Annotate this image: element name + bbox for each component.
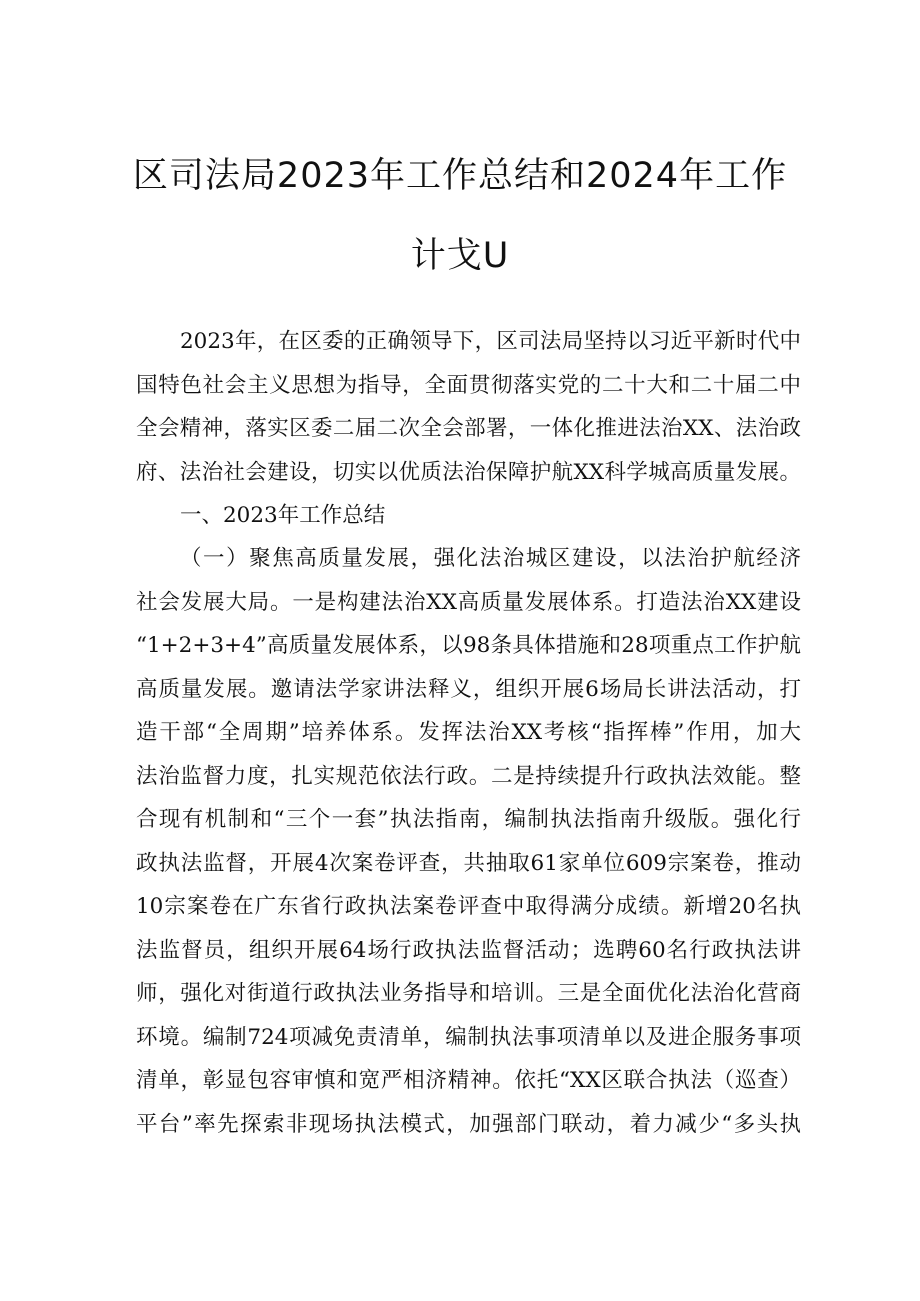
paragraph-2-line-10: 法监督员，组织开展64场行政执法监督活动；选聘60名行政执法讲 (136, 938, 801, 963)
section-heading: 一、2023年工作总结 (180, 503, 386, 528)
paragraph-1-line-1: 2023年，在区委的正确领导下，区司法局坚持以习近平新时代中 (180, 329, 801, 354)
document-title-line-2: 计戈U (410, 236, 510, 276)
paragraph-2-line-5: 造干部“全周期”培养体系。发挥法治XX考核“指挥棒”作用，加大 (136, 720, 801, 745)
paragraph-2-line-1: （一）聚焦高质量发展，强化法治城区建设，以法治护航经济 (180, 546, 801, 571)
paragraph-2-line-6: 法治监督力度，扎实规范依法行政。二是持续提升行政执法效能。整 (136, 764, 801, 789)
paragraph-2-line-13: 清单，彰显包容审慎和宽严相济精神。依托“XX区联合执法（巡查） (136, 1068, 801, 1093)
paragraph-2-line-12: 环境。编制724项减免责清单，编制执法事项清单以及进企服务事项 (136, 1025, 801, 1050)
paragraph-1-line-4: 府、法治社会建设，切实以优质法治保障护航XX科学城高质量发展。 (136, 460, 801, 485)
paragraph-2-line-2: 社会发展大局。一是构建法治XX高质量发展体系。打造法治XX建设 (136, 590, 801, 615)
paragraph-2-line-9: 10宗案卷在广东省行政执法案卷评查中取得满分成绩。新增20名执 (136, 894, 801, 919)
paragraph-1-line-3: 全会精神，落实区委二届二次全会部署，一体化推进法治XX、法治政 (136, 416, 801, 441)
paragraph-2-line-8: 政执法监督，开展4次案卷评查，共抽取61家单位609宗案卷，推动 (136, 851, 801, 876)
paragraph-2-line-7: 合现有机制和“三个一套”执法指南，编制执法指南升级版。强化行 (136, 807, 801, 832)
paragraph-1-line-2: 国特色社会主义思想为指导，全面贯彻落实党的二十大和二十届二中 (136, 373, 801, 398)
document-title-line-1: 区司法局2023年工作总结和2024年工作 (132, 156, 788, 196)
paragraph-2-line-14: 平台”率先探索非现场执法模式，加强部门联动，着力减少“多头执 (136, 1112, 801, 1137)
paragraph-2-line-11: 师，强化对街道行政执法业务指导和培训。三是全面优化法治化营商 (136, 981, 801, 1006)
paragraph-2-line-3: “1+2+3+4”高质量发展体系，以98条具体措施和28项重点工作护航 (136, 633, 801, 658)
paragraph-2-line-4: 高质量发展。邀请法学家讲法释义，组织开展6场局长讲法活动，打 (136, 677, 801, 702)
